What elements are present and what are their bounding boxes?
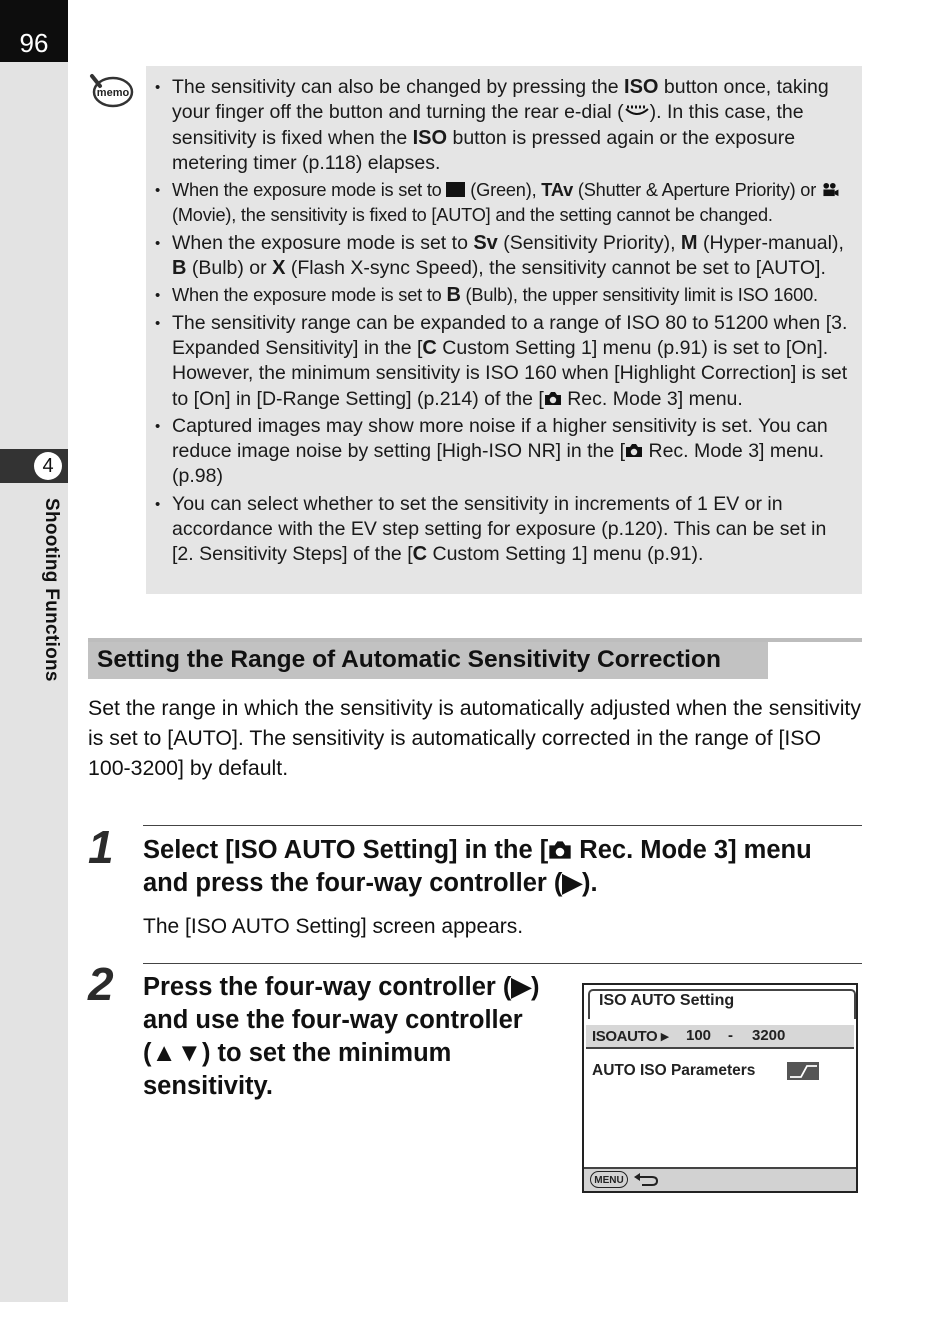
x-mode-label: X	[272, 257, 286, 280]
b-mode-label: B	[446, 284, 461, 307]
page-number: 96	[19, 28, 49, 58]
step-2-line-3: (▲▼) to set the minimum	[143, 1039, 452, 1067]
green-mode-icon	[446, 182, 465, 197]
memo-item-noise	[172, 414, 850, 490]
back-arrow-icon[interactable]	[632, 1171, 660, 1189]
step-2-instruction	[143, 971, 563, 1103]
memo-text: Rec. Mode 3] menu. (p.98)	[172, 440, 825, 488]
step-1-line-2: and press the four-way controller (▶).	[143, 869, 598, 897]
step-2-number: 2	[88, 958, 114, 1010]
section-intro: Set the range in which the sensitivity is automatically adjusted when the sensitivity is set to [AUTO]. The sensitivity is automatically corrected in the range of [ISO 100-3200] by default.	[88, 696, 862, 780]
memo-text: (Hyper-manual),	[697, 231, 844, 254]
memo-box	[146, 66, 862, 594]
rear-e-dial-icon	[624, 105, 650, 119]
svg-text:memo: memo	[96, 87, 130, 99]
step-2-line-1: Press the four-way controller (▶)	[143, 973, 540, 1001]
movie-mode-icon	[821, 182, 839, 197]
section-title: Setting the Range of Automatic Sensitivity Correction	[97, 646, 721, 673]
memo-text: Custom Setting 1] menu (p.91) is set to [On]. However, the minimum sensitivity is ISO 160 when [Highlight Correction] is set to [On] in [D-Range Setting] (p.214) of the [	[172, 336, 848, 410]
camera-screen	[582, 983, 858, 1193]
parameter-curve-icon	[787, 1062, 819, 1080]
memo-item-sv-mode	[172, 231, 850, 282]
chapter-number: 4	[34, 452, 62, 480]
memo-item-expanded-range	[172, 311, 850, 412]
iso-button-label: ISO	[624, 76, 659, 98]
custom-setting-icon: C	[422, 336, 437, 359]
memo-text: Rec. Mode 3] menu.	[561, 387, 743, 410]
memo-icon	[88, 70, 134, 110]
memo-text: The sensitivity can also be changed by pressing the	[172, 76, 625, 98]
memo-item-green-mode	[172, 178, 850, 229]
memo-text: (Movie), the sensitivity is fixed to [AUTO] and the setting cannot be changed.	[172, 205, 773, 226]
screen-divider	[586, 1047, 854, 1049]
menu-button-icon[interactable]: MENU	[590, 1171, 628, 1188]
step-1-note: The [ISO AUTO Setting] screen appears.	[143, 915, 524, 938]
iso-auto-row[interactable]	[586, 1025, 854, 1047]
iso-range-dash: -	[728, 1027, 733, 1044]
memo-item-iso-button	[172, 75, 850, 176]
step-1-number: 1	[88, 821, 114, 873]
iso-auto-label: ISOAUTO ▸	[592, 1028, 669, 1045]
memo-text: (Bulb), the upper sensitivity limit is ISO 1600.	[460, 285, 818, 306]
iso-min-value[interactable]: 100	[686, 1027, 712, 1044]
memo-text: You can select whether to set the sensitivity in increments of 1 EV or in accordance with the EV step setting for exposure (p.120). This can be set in [2. Sensitivity Steps] of the [	[172, 492, 827, 566]
memo-text: button once, taking your finger off the button and turning the rear e-dial (	[172, 76, 829, 124]
memo-text: When the exposure mode is set to	[172, 285, 447, 306]
iso-button-label: ISO	[412, 126, 448, 149]
step-1-instruction	[143, 834, 863, 900]
memo-text: (Shutter & Aperture Priority) or	[573, 180, 821, 201]
iso-max-value[interactable]: 3200	[752, 1027, 786, 1044]
step-1-rule	[143, 825, 862, 826]
step-text: Select [ISO AUTO Setting] in the [	[143, 836, 549, 864]
camera-icon	[625, 443, 643, 458]
memo-text: When the exposure mode is set to	[172, 231, 474, 254]
sv-mode-label: Sv	[473, 231, 498, 254]
step-2-line-2: and use the four-way controller	[143, 1006, 523, 1034]
memo-text: (Green),	[465, 180, 542, 201]
chapter-title: Shooting Functions	[41, 498, 62, 682]
side-strip-end	[0, 1302, 68, 1323]
memo-text: button is pressed again or the exposure metering timer (p.118) elapses.	[172, 126, 796, 174]
screen-footer	[584, 1167, 856, 1191]
m-mode-label: M	[680, 231, 698, 254]
camera-icon	[548, 840, 572, 860]
step-1-line-1	[143, 834, 863, 867]
step-2-line-4: sensitivity.	[143, 1072, 273, 1100]
memo-item-increments	[172, 492, 850, 568]
memo-text: The sensitivity range can be expanded to a range of ISO 80 to 51200 when [3. Expanded Sensitivity] in the [	[172, 311, 848, 359]
memo-item-bulb-limit	[172, 283, 850, 308]
memo-text: Captured images may show more noise if a higher sensitivity is set. You can reduce image noise by setting [High-ISO NR] in the [	[172, 414, 828, 463]
auto-iso-parameters-label[interactable]: AUTO ISO Parameters	[592, 1062, 756, 1079]
memo-text: (Flash X-sync Speed), the sensitivity cannot be set to [AUTO].	[285, 257, 826, 280]
memo-text: When the exposure mode is set to	[172, 180, 447, 201]
memo-text: (Sensitivity Priority),	[497, 231, 681, 254]
step-2-rule	[143, 963, 862, 964]
memo-list	[146, 66, 862, 568]
tav-mode-label: TAv	[541, 180, 574, 201]
custom-setting-icon: C	[412, 543, 428, 566]
memo-text: Custom Setting 1] menu (p.91).	[427, 543, 704, 566]
step-text: Rec. Mode 3] menu	[572, 836, 812, 864]
memo-text: (Bulb) or	[186, 257, 273, 280]
camera-icon	[544, 391, 562, 406]
screen-title: ISO AUTO Setting	[599, 992, 735, 1009]
b-mode-label: B	[172, 257, 187, 280]
memo-text: ). In this case, the sensitivity is fixed when the	[172, 101, 804, 149]
